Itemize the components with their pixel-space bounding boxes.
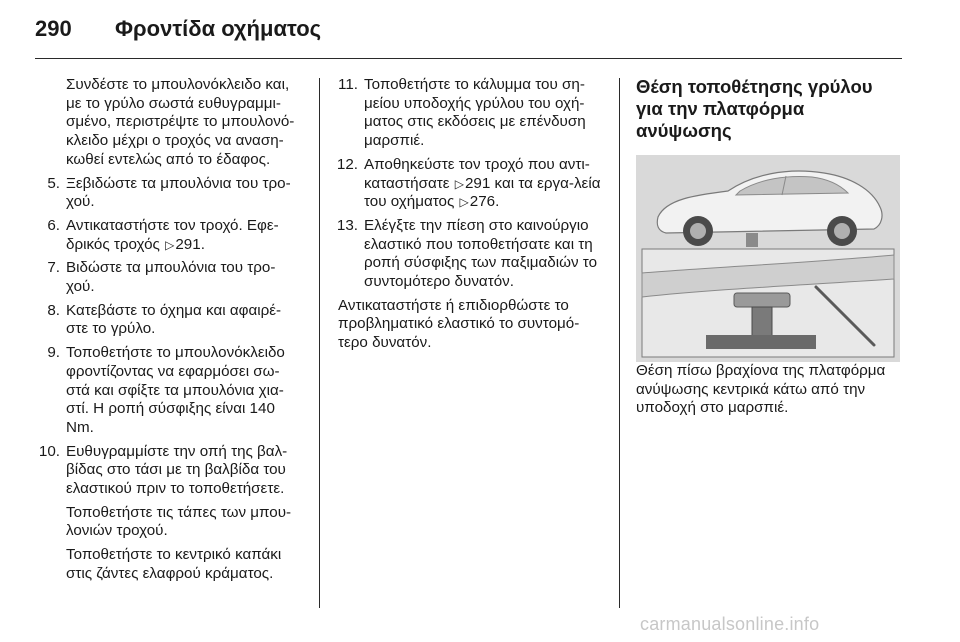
list-item — [36, 175, 302, 212]
list-item — [36, 443, 302, 499]
step-text: Κατεβάστε το όχημα και αφαιρέ-στε το γρύλο. — [66, 301, 282, 338]
lift-platform-illustration — [636, 155, 900, 362]
step-number: 5. — [47, 174, 60, 192]
triangle-right-arrow-icon: ▷ — [165, 237, 175, 252]
column-divider-right — [619, 78, 620, 608]
step-text: Βιδώστε τα μπουλόνια του τρο-χού. — [66, 259, 276, 296]
step-text: Αντικαταστήστε τον τροχό. Εφε-δρικός τροχός — [66, 216, 279, 253]
step-number: 6. — [47, 216, 60, 234]
list-item — [36, 259, 302, 296]
step-text: Ελέγξτε την πίεση στο καινούργιο ελαστικό που τοποθετήσατε και τη ροπή σύσφιξης των παξιμαδιών το συντομότερο δυνατόν. — [364, 216, 598, 291]
list-item — [334, 76, 604, 151]
watermark: carmanualsonline.info — [640, 614, 820, 634]
figure-caption: Θέση πίσω βραχίονα της πλατφόρμα ανύψωσης κεντρικά κάτω από την υποδοχή στο μαρσπιέ. — [636, 362, 886, 417]
step-number: 12. — [336, 155, 358, 173]
step-number: 9. — [47, 344, 60, 362]
step-text: Ευθυγραμμίστε την οπή της βαλ-βίδας στο τάσι με τη βαλβίδα του ελαστικού πριν το τοποθετήσετε. — [66, 442, 288, 498]
step-text: Αποθηκεύστε τον τροχό που αντι-καταστήσατε — [364, 155, 590, 192]
step-number: 7. — [47, 259, 60, 277]
column-2 — [334, 76, 604, 353]
list-item: 6. Αντικαταστήστε τον τροχό. Εφε-δρικός τροχός ▷291. — [36, 217, 302, 254]
list-item — [36, 302, 302, 339]
step-text: Τοποθετήστε το κάλυμμα του ση-μείου υποδοχής γρύλου του οχή-ματος στις εκδόσεις με επένδυση μαρσπιέ. — [364, 76, 586, 150]
list-item — [36, 344, 302, 438]
triangle-right-arrow-icon: ▷ — [454, 176, 464, 191]
paragraph: Τοποθετήστε τις τάπες των μπου-λονιών τροχού. — [66, 503, 292, 540]
column-divider-left — [319, 78, 320, 608]
step-text: Τοποθετήστε το μπουλονόκλειδο φροντίζοντας να εφαρμόσει σω-στά και σφίξτε τα μπουλόνια χια-στί. Η ροπή σύσφιξης είναι 140 Nm. — [66, 344, 285, 436]
step-number: 13. — [336, 216, 358, 234]
column-3 — [636, 76, 902, 418]
step-intro: Συνδέστε το μπουλονόκλειδο και, με το γρύλο σωστά ευθυγραμμι-σμένο, περιστρέψτε το μπουλονό-κλειδο μέχρι ο τροχός να αναση-κωθεί εντελώς από το έδαφος. — [66, 76, 295, 168]
list-item — [334, 217, 604, 292]
step-number: 11. — [338, 76, 358, 93]
page-reference-link[interactable]: 276 — [469, 193, 496, 211]
page-title: Φροντίδα οχήματος — [115, 16, 322, 41]
page-header — [0, 0, 960, 62]
step-number: 10. — [38, 442, 60, 460]
column-1 — [36, 76, 302, 584]
list-item: 12. Αποθηκεύστε τον τροχό που αντι-καταστήσατε ▷291 και τα εργα-λεία του οχήματος ▷276. — [334, 156, 604, 212]
header-divider — [35, 58, 902, 59]
page-number: 290 — [35, 16, 72, 41]
paragraph: Τοποθετήστε το κεντρικό καπάκι στις ζάντες ελαφρού κράματος. — [66, 546, 282, 582]
step-text: Ξεβιδώστε τα μπουλόνια του τρο-χού. — [66, 174, 291, 211]
triangle-right-arrow-icon: ▷ — [459, 195, 469, 210]
page-reference-link[interactable]: 291 — [464, 174, 491, 192]
page-reference-link[interactable]: 291 — [175, 235, 201, 253]
step-number: 8. — [47, 301, 60, 319]
section-title: Θέση τοποθέτησης γρύλου για την πλατφόρμα ανύψωσης — [636, 76, 873, 141]
paragraph: Αντικαταστήστε ή επιδιορθώστε το προβληματικό ελαστικό το συντομό-τερο δυνατόν. — [338, 296, 580, 352]
